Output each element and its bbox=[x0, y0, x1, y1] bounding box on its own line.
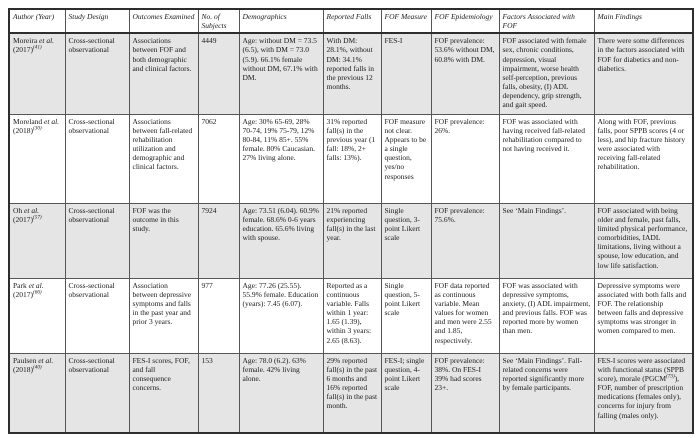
col-header-factors-associated: Factors Associated with FOF bbox=[499, 9, 594, 33]
factors-cell bbox=[499, 353, 594, 433]
author-cell bbox=[9, 203, 65, 278]
table-row bbox=[9, 203, 693, 278]
citation-marker: (66) bbox=[33, 289, 42, 296]
demographics-cell: Age: 73.51 (6.04). 60.9% female. 68.6% 0-6 years education. 65.6% living with spouse. bbox=[239, 203, 323, 278]
fof-epidemiology-cell: FOF prevalence: 75.6%. bbox=[431, 203, 499, 278]
col-header-demographics: Demographics bbox=[239, 9, 323, 33]
fof-measure-cell: Single question, 3-point Likert scale bbox=[381, 203, 431, 278]
col-header-no-of-subjects: No. of Subjects bbox=[198, 9, 239, 33]
table-row bbox=[9, 33, 693, 114]
fof-measure-cell: FOF measure not clear. Appears to be a single question, yes/no responses bbox=[381, 114, 431, 203]
fof-measure-cell: FES-I bbox=[381, 33, 431, 114]
author-cell bbox=[9, 33, 65, 114]
col-header-author-year: Author (Year) bbox=[9, 9, 65, 33]
author-name: Oh bbox=[13, 205, 23, 215]
outcomes-cell: Associations between fall-related rehabilitation utilization and demographic and clinical factors. bbox=[129, 114, 198, 203]
citation-marker: (57) bbox=[33, 214, 42, 221]
author-etal: et al. bbox=[38, 355, 54, 365]
fof-epidemiology-cell: FOF prevalence: 26%. bbox=[431, 114, 499, 203]
fof-epidemiology-cell: FOF prevalence: 53.6% without DM, 60.8% with DM. bbox=[431, 33, 499, 114]
col-header-fof-measure: FOF Measure bbox=[381, 9, 431, 33]
demographics-cell: Age: without DM = 73.5 (6.5), with DM = 73.0 (5.9). 66.1% female without DM, 67.1% with DM. bbox=[239, 33, 323, 114]
main-findings-cell bbox=[594, 353, 693, 433]
citation-marker: (41) bbox=[33, 44, 42, 51]
author-year: (2017) bbox=[13, 45, 33, 55]
author-cell bbox=[9, 278, 65, 353]
fof-epidemiology-cell: FOF data reported as continuous variable. Mean values for women and men were 2.55 and 1.85, respectively. bbox=[431, 278, 499, 353]
subjects-cell: 7062 bbox=[198, 114, 239, 203]
author-etal: et al. bbox=[28, 280, 44, 290]
main-findings-cell: Depressive symptoms were associated with both falls and FOF. The relationship between falls and depressive symptoms was stronger in women compared to men. bbox=[594, 278, 693, 353]
table-row bbox=[9, 114, 693, 203]
subjects-cell: 153 bbox=[198, 353, 239, 433]
fof-epidemiology-cell: FOF prevalence: 38%. On FES-I 39% had scores 23+. bbox=[431, 353, 499, 433]
main-findings-text-pre: FES-I scores were associated with functional status (SPPB score), morale (PGCM bbox=[597, 355, 686, 384]
author-cell bbox=[9, 114, 65, 203]
factors-cell: FOF was associated with having received fall-related rehabilitation compared to not having received it. bbox=[499, 114, 594, 203]
header-row bbox=[9, 9, 693, 33]
table-row bbox=[9, 278, 693, 353]
table-row bbox=[9, 353, 693, 433]
outcomes-cell: FOF was the outcome in this study. bbox=[129, 203, 198, 278]
author-name: Moreira bbox=[13, 36, 38, 46]
author-name: Park bbox=[13, 280, 27, 290]
author-etal: et al. bbox=[24, 205, 40, 215]
col-header-fof-epidemiology: FOF Epidemiology bbox=[431, 9, 499, 33]
author-year: (2018) bbox=[13, 364, 33, 374]
author-cell bbox=[9, 353, 65, 433]
author-etal: et al. bbox=[44, 116, 60, 126]
reported-falls-cell: 21% reported experiencing fall(s) in the last year. bbox=[323, 203, 381, 278]
main-findings-cell: There were some differences in the factors associated with FOF for diabetics and non-diabetics. bbox=[594, 33, 693, 114]
author-year: (2017) bbox=[13, 289, 33, 299]
demographics-cell: Age: 78.0 (6.2). 63% female. 42% living alone. bbox=[239, 353, 323, 433]
fof-measure-cell: FES-I; single question, 4-point Likert scale bbox=[381, 353, 431, 433]
reported-falls-cell: Reported as a continuous variable. Falls within 1 year: 1.65 (1.39), within 3 years: 2.65 (8.63). bbox=[323, 278, 381, 353]
study-design-cell: Cross-sectional observational bbox=[65, 278, 129, 353]
col-header-outcomes-examined: Outcomes Examined bbox=[129, 9, 198, 33]
factors-cell: See ‘Main Findings’. bbox=[499, 203, 594, 278]
studies-table bbox=[8, 8, 694, 434]
study-design-cell: Cross-sectional observational bbox=[65, 203, 129, 278]
fof-measure-cell: Single question, 5-point Likert scale bbox=[381, 278, 431, 353]
subjects-cell: 7924 bbox=[198, 203, 239, 278]
citation-marker: (40) bbox=[33, 364, 42, 371]
citation-marker: (30) bbox=[33, 125, 42, 132]
main-findings-cell: FOF associated with being older and female, past falls, limited physical performance, comorbidities, IADL limitations, living without a spouse, low education, and low life satisfaction. bbox=[594, 203, 693, 278]
author-year: (2018) bbox=[13, 125, 33, 135]
demographics-cell: Age: 77.26 (25.55). 55.9% female. Education (years): 7.45 (6.07). bbox=[239, 278, 323, 353]
reported-falls-cell: 29% reported fall(s) in the past 6 months and 16% reported fall(s) in the past month. bbox=[323, 353, 381, 433]
author-etal: et al. bbox=[39, 36, 55, 46]
factors-cell: FOF was associated with depressive symptoms, anxiety, (I) ADL impairment, and previous falls. FOF was reported more by women than men. bbox=[499, 278, 594, 353]
subjects-cell: 4449 bbox=[198, 33, 239, 114]
citation-marker: (73) bbox=[666, 373, 675, 380]
outcomes-cell: FES-I scores, FOF, and fall consequence concerns. bbox=[129, 353, 198, 433]
outcomes-cell: Associations between FOF and both demographic and clinical factors. bbox=[129, 33, 198, 114]
demographics-cell: Age: 30% 65-69, 28% 70-74, 19% 75-79, 12% 80-84, 11% 85+. 55% female. 80% Caucasian. 27% living alone. bbox=[239, 114, 323, 203]
study-design-cell: Cross-sectional observational bbox=[65, 353, 129, 433]
subjects-cell: 977 bbox=[198, 278, 239, 353]
main-findings-text-post: ), FOF, number of prescription medications (females only), concerns for injury from falling (males only). bbox=[597, 374, 684, 420]
author-year: (2017) bbox=[13, 214, 33, 224]
col-header-reported-falls: Reported Falls bbox=[323, 9, 381, 33]
factors-cell: FOF associated with female sex, chronic conditions, depression, visual impairment, worse health self-perception, previous falls, obesity, (I) ADL dependency, grip strength, and gait speed. bbox=[499, 33, 594, 114]
study-design-cell: Cross-sectional observational bbox=[65, 33, 129, 114]
main-findings-cell: Along with FOF, previous falls, poor SPPB scores (4 or less), and hip fracture history were associated with receiving fall-related rehabilitation. bbox=[594, 114, 693, 203]
col-header-main-findings: Main Findings bbox=[594, 9, 693, 33]
author-name: Paulsen bbox=[13, 355, 37, 365]
col-header-study-design: Study Design bbox=[65, 9, 129, 33]
outcomes-cell: Association between depressive symptoms and falls in the past year and prior 3 years. bbox=[129, 278, 198, 353]
reported-falls-cell: 31% reported fall(s) in the previous year (1 fall: 18%, 2+ falls: 13%). bbox=[323, 114, 381, 203]
factors-text: See ‘Main Findings’. Fall-related concerns were reported significantly more by female participants. bbox=[502, 355, 585, 393]
study-design-cell: Cross-sectional observational bbox=[65, 114, 129, 203]
author-name: Moreland bbox=[13, 116, 43, 126]
reported-falls-cell: With DM: 28.1%, without DM: 34.1% reported falls in the previous 12 months. bbox=[323, 33, 381, 114]
